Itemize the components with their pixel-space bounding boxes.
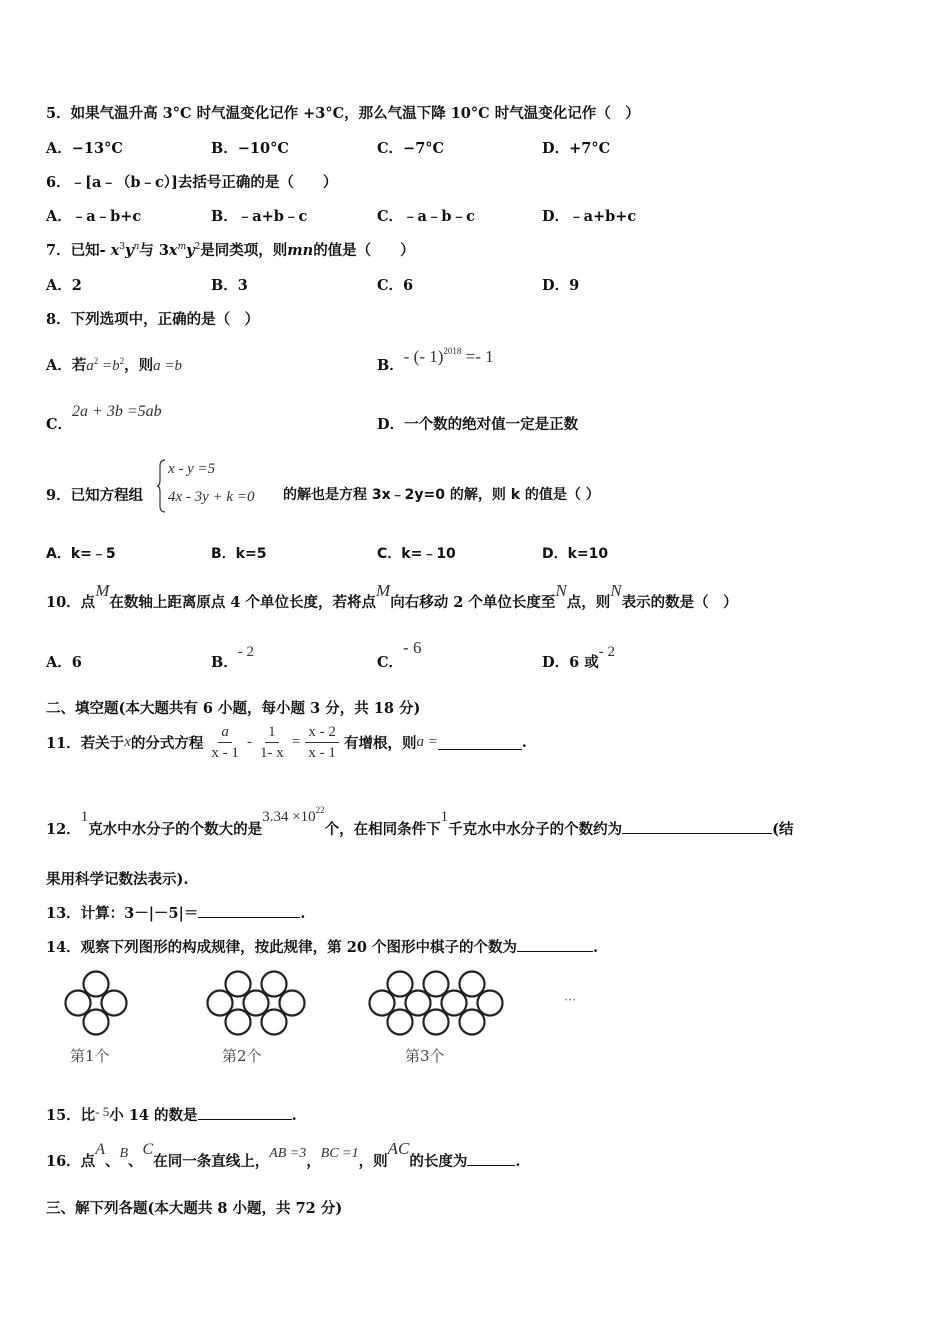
pattern-2 xyxy=(208,972,305,1035)
section-3-heading: 三、解下列各题(本大题共 8 小题，共 72 分) xyxy=(46,1200,343,1217)
q8-option-b: B．- (- 1)$^{2018}$ =- 1 xyxy=(377,346,494,374)
q15-stem: 15．比- 5小 14 的数是 . xyxy=(46,1104,297,1124)
q7-stem: 7．已知- $x^3y^n$与 $3x^my^2$是同类项，则mn的值是（ ） xyxy=(46,242,415,259)
q9-option-b: B．k=5 xyxy=(211,546,267,562)
q14-answer-blank[interactable] xyxy=(517,937,593,952)
q5-stem: 5．如果气温升高 3°C 时气温变化记作 +3°C，那么气温下降 10°C 时气温变化记作（ ） xyxy=(46,105,640,122)
q8-option-c: C．2a + 3b =5ab xyxy=(46,403,162,433)
q16-answer-blank[interactable] xyxy=(467,1151,515,1166)
q7-option-a: A．2 xyxy=(46,277,82,294)
q8-option-d: D．一个数的绝对值一定是正数 xyxy=(377,416,579,433)
q14-figure xyxy=(55,965,575,1045)
pattern-3 xyxy=(370,972,503,1035)
q12-stem-cont: 果用科学记数法表示). xyxy=(46,871,189,888)
fig-label-2: 第2个 xyxy=(222,1047,262,1065)
q11-stem: 11．若关于x的分式方程 $\frac{a}{x - 1}$ - $\frac{1}{1- x}$ = $\frac{x - 2}{x - 1}$ 有增根，则a = . xyxy=(46,724,527,761)
q6-option-a: A．﹣a﹣b+c xyxy=(46,208,142,225)
q9-eq2: 4x - 3y + k =0 xyxy=(168,489,255,505)
q6-option-d: D．﹣a+b+c xyxy=(542,208,637,225)
q7-option-b: B．3 xyxy=(211,277,248,294)
q10-option-c: C．- 6 xyxy=(377,638,422,671)
q13-answer-blank[interactable] xyxy=(198,903,300,918)
q15-answer-blank[interactable] xyxy=(198,1105,292,1120)
q9-option-d: D．k=10 xyxy=(542,546,609,562)
q6-option-c: C．﹣a﹣b﹣c xyxy=(377,208,475,225)
fig-label-1: 第1个 xyxy=(70,1047,110,1065)
q7-option-c: C．6 xyxy=(377,277,414,294)
q5-option-d: D．+7°C xyxy=(542,140,611,157)
brace-icon xyxy=(156,458,166,514)
fig-label-3: 第3个 xyxy=(405,1047,445,1065)
fig-ellipsis: ··· xyxy=(564,993,577,1008)
q16-stem: 16．点A、B、C在同一条直线上，AB =3，BC =1，则AC的长度为 . xyxy=(46,1139,521,1170)
q13-stem: 13．计算：3－|－5|＝ . xyxy=(46,905,306,922)
q9-option-c: C．k=﹣10 xyxy=(377,546,456,562)
pattern-1 xyxy=(66,972,127,1035)
q12-stem: 12．1克水中水分子的个数大的是$3.34 \times 10^{22}$个，在相同条件下1千克水中水分子的个数约为 (结 xyxy=(46,805,794,838)
q5-option-a: A．−13°C xyxy=(46,140,123,157)
q11-fraction-2: $\frac{1}{1- x}$ xyxy=(260,724,284,761)
q11-fraction-3: $\frac{x - 2}{x - 1}$ xyxy=(305,722,339,763)
q10-option-b: B．- 2 xyxy=(211,644,255,671)
q11-answer-blank[interactable] xyxy=(438,735,522,750)
q5-option-b: B．−10°C xyxy=(211,140,289,157)
q10-option-d: D．6 或- 2 xyxy=(542,644,615,671)
q11-fraction-1: $\frac{a}{x - 1}$ xyxy=(211,724,239,761)
q14-stem: 14．观察下列图形的构成规律，按此规律，第 20 个图形中棋子的个数为 . xyxy=(46,939,599,956)
q6-option-b: B．﹣a+b﹣c xyxy=(211,208,308,225)
q5-option-c: C．−7°C xyxy=(377,140,445,157)
q9-eq1: x - y =5 xyxy=(168,461,216,477)
q9-stem-tail: 的解也是方程 3x﹣2y=0 的解，则 k 的值是（ ） xyxy=(283,487,600,503)
q10-stem: 10．点M在数轴上距离原点 4 个单位长度，若将点M向右移动 2 个单位长度至N点，则N表示的数是（ ） xyxy=(46,581,738,611)
q10-option-a: A．6 xyxy=(46,654,82,671)
q7-option-d: D．9 xyxy=(542,277,580,294)
q8-stem: 8．下列选项中，正确的是（ ） xyxy=(46,311,260,328)
q6-stem: 6．﹣[a﹣（b﹣c）]去括号正确的是（ ） xyxy=(46,174,338,191)
q9-stem: 9．已知方程组 xyxy=(46,487,144,504)
q9-option-a: A．k=﹣5 xyxy=(46,546,116,562)
q12-answer-blank[interactable] xyxy=(622,819,772,834)
q8-option-a: A．若$a^2 =b^2$，则a =b xyxy=(46,356,183,374)
section-2-heading: 二、填空题(本大题共有 6 小题，每小题 3 分，共 18 分) xyxy=(46,700,421,717)
